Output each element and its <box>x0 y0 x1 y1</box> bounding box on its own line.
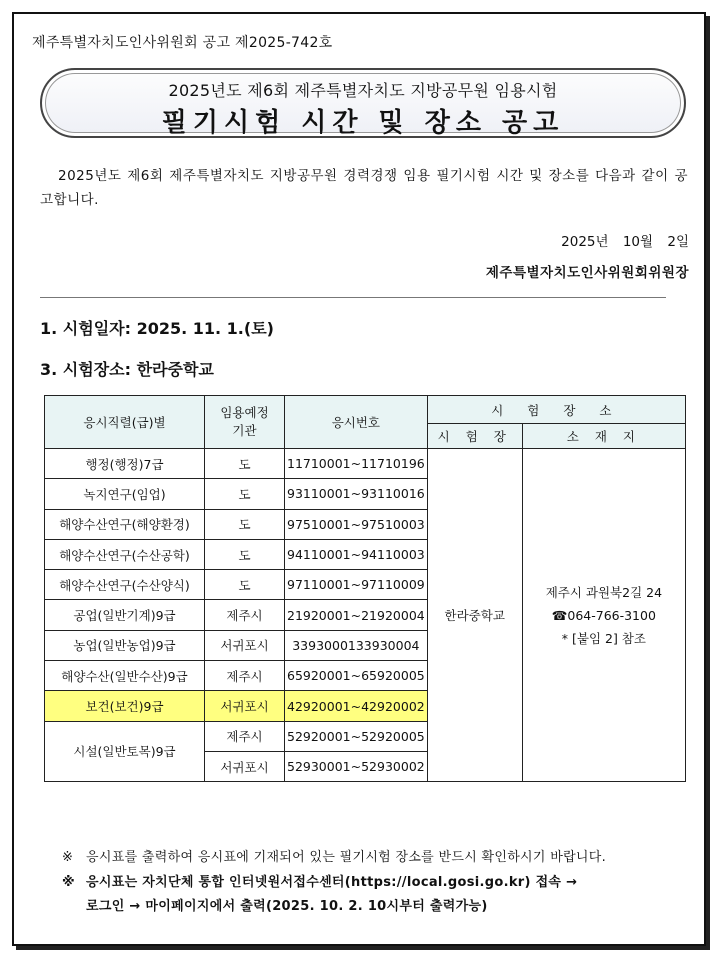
row-number: 52920001~52920005 <box>285 721 428 751</box>
note-mark: ※ <box>62 850 74 865</box>
row-number: 97110001~97110009 <box>285 570 428 600</box>
header-number: 응시번호 <box>285 396 428 449</box>
intro-paragraph <box>40 164 688 212</box>
address-line: 제주시 과원북2길 24 <box>545 584 663 600</box>
address-cell <box>522 449 685 782</box>
note-2-text-b: 로그인 → 마이페이지에서 출력(2025. 10. 2. 10시부터 출력가능) <box>86 899 488 914</box>
row-org: 도 <box>205 479 285 509</box>
title-line2: 필기시험 시간 및 장소 공고 <box>161 108 565 138</box>
row-job: 해양수산연구(해양환경) <box>45 509 205 539</box>
reference-line: * [붙임 2] 참조 <box>561 630 646 646</box>
exam-table <box>44 395 686 782</box>
row-org: 제주시 <box>205 661 285 691</box>
row-job: 해양수산연구(수산양식) <box>45 570 205 600</box>
notice-number: 제주특별자치도인사위원회 공고 제2025-742호 <box>32 35 333 51</box>
header-address: 소 재 지 <box>522 424 685 449</box>
row-number: 94110001~94110003 <box>285 539 428 569</box>
exam-place-heading: 3. 시험장소: 한라중학교 <box>40 360 214 379</box>
header-org: 임용예정 기관 <box>205 396 285 449</box>
row-number: 3393000133930004 <box>285 630 428 660</box>
note-1-text: 응시표를 출력하여 응시표에 기재되어 있는 필기시험 장소를 반드시 확인하시기 바랍니다. <box>86 850 607 865</box>
row-number: 97510001~97510003 <box>285 509 428 539</box>
divider <box>40 297 666 298</box>
row-number: 65920001~65920005 <box>285 661 428 691</box>
row-number: 93110001~93110016 <box>285 479 428 509</box>
row-org-highlighted: 서귀포시 <box>205 691 285 721</box>
note-1 <box>62 846 606 870</box>
row-job: 행정(행정)7급 <box>45 449 205 479</box>
exam-date-heading: 1. 시험일자: 2025. 11. 1.(토) <box>40 319 274 338</box>
phone-line: ☎064-766-3100 <box>551 607 656 623</box>
note-2 <box>62 871 688 919</box>
header-place-group: 시 험 장 소 <box>427 396 685 424</box>
row-org: 도 <box>205 570 285 600</box>
row-job: 녹지연구(임업) <box>45 479 205 509</box>
signer: 제주특별자치도인사위원회위원장 <box>485 265 689 281</box>
row-job: 시설(일반토목)9급 <box>45 721 205 782</box>
title-box <box>40 68 686 138</box>
note-mark: ※ <box>62 875 75 890</box>
row-number: 21920001~21920004 <box>285 600 428 630</box>
title-line1: 2025년도 제6회 제주특별자치도 지방공무원 임용시험 <box>168 81 558 100</box>
row-job: 공업(일반기계)9급 <box>45 600 205 630</box>
intro-text: 2025년도 제6회 제주특별자치도 지방공무원 경력경쟁 임용 필기시험 시간 및 장소를 다음과 같이 공고합니다. <box>40 168 688 208</box>
row-number: 11710001~11710196 <box>285 449 428 479</box>
row-org: 도 <box>205 509 285 539</box>
row-job: 해양수산(일반수산)9급 <box>45 661 205 691</box>
row-org: 서귀포시 <box>205 751 285 781</box>
row-job-highlighted: 보건(보건)9급 <box>45 691 205 721</box>
header-site: 시 험 장 <box>427 424 522 449</box>
row-org: 서귀포시 <box>205 630 285 660</box>
row-org: 제주시 <box>205 721 285 751</box>
row-job: 해양수산연구(수산공학) <box>45 539 205 569</box>
row-number: 52930001~52930002 <box>285 751 428 781</box>
notice-date: 2025년 10월 2일 <box>561 234 689 250</box>
site-cell: 한라중학교 <box>427 449 522 782</box>
row-org: 도 <box>205 449 285 479</box>
note-2-text-a: 응시표는 자치단체 통합 인터넷원서접수센터(https://local.gosi.go.kr) 접속 → <box>86 875 578 890</box>
row-org: 도 <box>205 539 285 569</box>
row-job: 농업(일반농업)9급 <box>45 630 205 660</box>
header-job: 응시직렬(급)별 <box>45 396 205 449</box>
row-number-highlighted: 42920001~42920002 <box>285 691 428 721</box>
row-org: 제주시 <box>205 600 285 630</box>
